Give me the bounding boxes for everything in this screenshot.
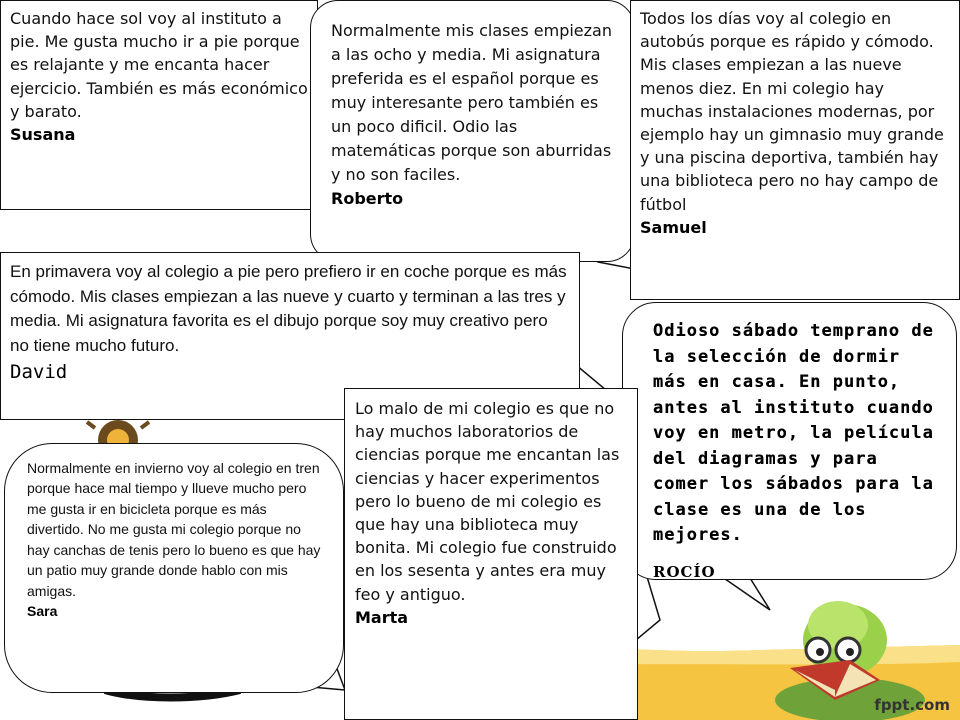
sara-name: Sara [27, 603, 58, 620]
speech-bubble-roberto [310, 0, 635, 262]
speech-bubble-rocio [622, 302, 957, 580]
rocio-text: Odioso sábado temprano de la selección de dormir más en casa. En punto, antes al instituto cuando voy en metro, la película del diagramas y para comer los sábados para la clase es una de los mejores. [653, 321, 934, 545]
marta-name: Marta [355, 607, 409, 627]
susana-text: Cuando hace sol voy al instituto a pie. Me gusta mucho ir a pie porque es relajante y me encanta hacer ejercicio. También es más económico y barato. [10, 9, 308, 121]
speech-box-marta [344, 388, 638, 720]
roberto-text: Normalmente mis clases empiezan a las ocho y media. Mi asignatura preferida es el español porque es muy interesante pero también es un poco dificil. Odio las matemáticas porque son aburridas y no son faciles. [331, 21, 612, 184]
david-name: David [10, 360, 68, 383]
roberto-name: Roberto [331, 189, 404, 208]
susana-name: Susana [10, 124, 76, 144]
sara-text: Normalmente en invierno voy al colegio en tren porque hace mal tiempo y llueve mucho pero me gusta ir en bicicleta porque es más divertido. No me gusta mi colegio porque no hay canchas de tenis pero lo bueno es que hay un patio muy grande donde hablo con mis amigas. [27, 460, 321, 599]
brand-watermark: fppt.com [874, 696, 950, 714]
speech-bubble-sara [4, 443, 344, 693]
rocio-name: ROCÍO [653, 562, 716, 581]
david-text: En primavera voy al colegio a pie pero prefiero ir en coche porque es más cómodo. Mis clases empiezan a las nueve y cuarto y terminan a las tres y media. Mi asignatura favorita es el dibujo porque soy muy creativo pero no tiene mucho futuro. [10, 262, 567, 355]
samuel-name: Samuel [640, 217, 707, 237]
speech-box-susana [0, 0, 318, 210]
speech-box-samuel [630, 0, 960, 300]
samuel-text: Todos los días voy al colegio en autobús porque es rápido y cómodo. Mis clases empiezan a las nueve menos diez. En mi colegio hay muchas instalaciones modernas, por ejemplo hay un gimnasio muy grande y una piscina deportiva, también hay una biblioteca pero no hay campo de fútbol [640, 9, 944, 214]
marta-text: Lo malo de mi colegio es que no hay muchos laboratorios de ciencias porque me encantan las ciencias y hacer experimentos pero lo bueno de mi colegio es que hay una biblioteca muy bonita. Mi colegio fue construido en los sesenta y antes era muy feo y antiguo. [355, 399, 620, 604]
